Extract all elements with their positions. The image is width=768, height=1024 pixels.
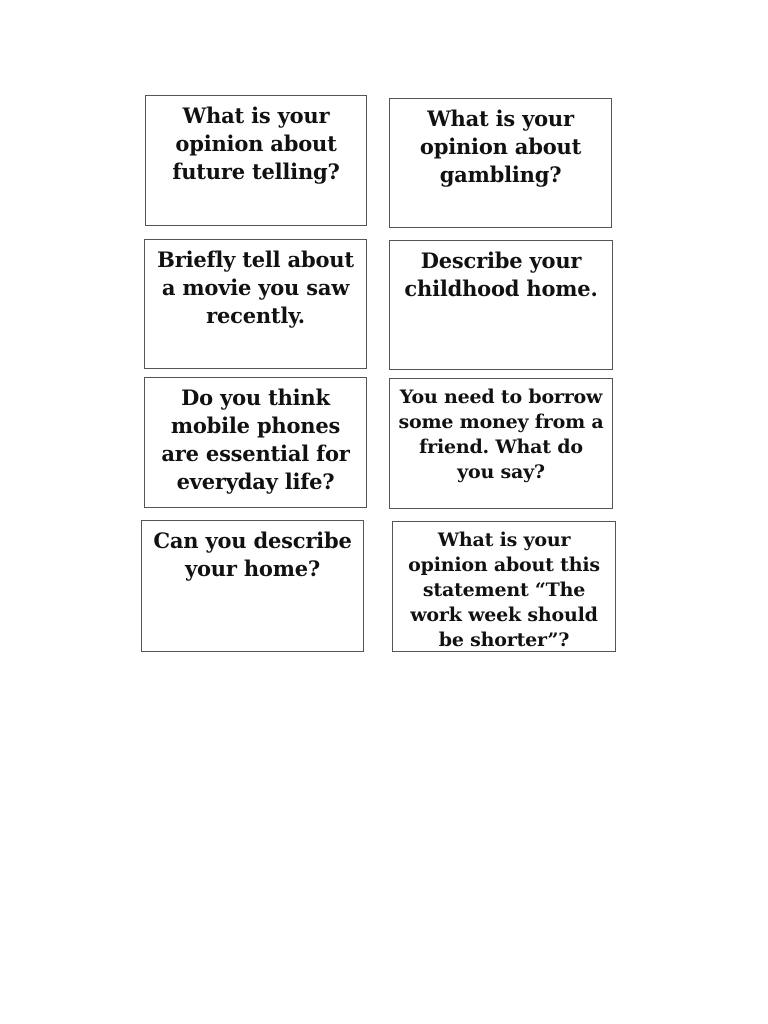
question-card-text: What is your opinion about future telling? [172,103,340,184]
question-card-text: Briefly tell about a movie you saw recently. [157,247,354,328]
question-card-text: What is your opinion about this statement “The work week should be shorter”? [408,529,600,651]
question-card-3 [144,239,367,369]
question-card-text: Can you describe your home? [153,528,352,581]
question-card-text: Do you think mobile phones are essential for everyday life? [161,385,350,494]
question-card-4 [389,240,613,370]
question-card-6 [389,378,613,509]
question-card-text: You need to borrow some money from a friend. What do you say? [398,386,604,483]
question-card-5 [144,377,367,508]
question-card-text: Describe your childhood home. [404,248,598,301]
question-card-1 [145,95,367,226]
question-card-text: What is your opinion about gambling? [419,106,582,187]
question-card-8 [392,521,616,652]
question-card-7 [141,520,364,652]
question-card-2 [389,98,612,228]
